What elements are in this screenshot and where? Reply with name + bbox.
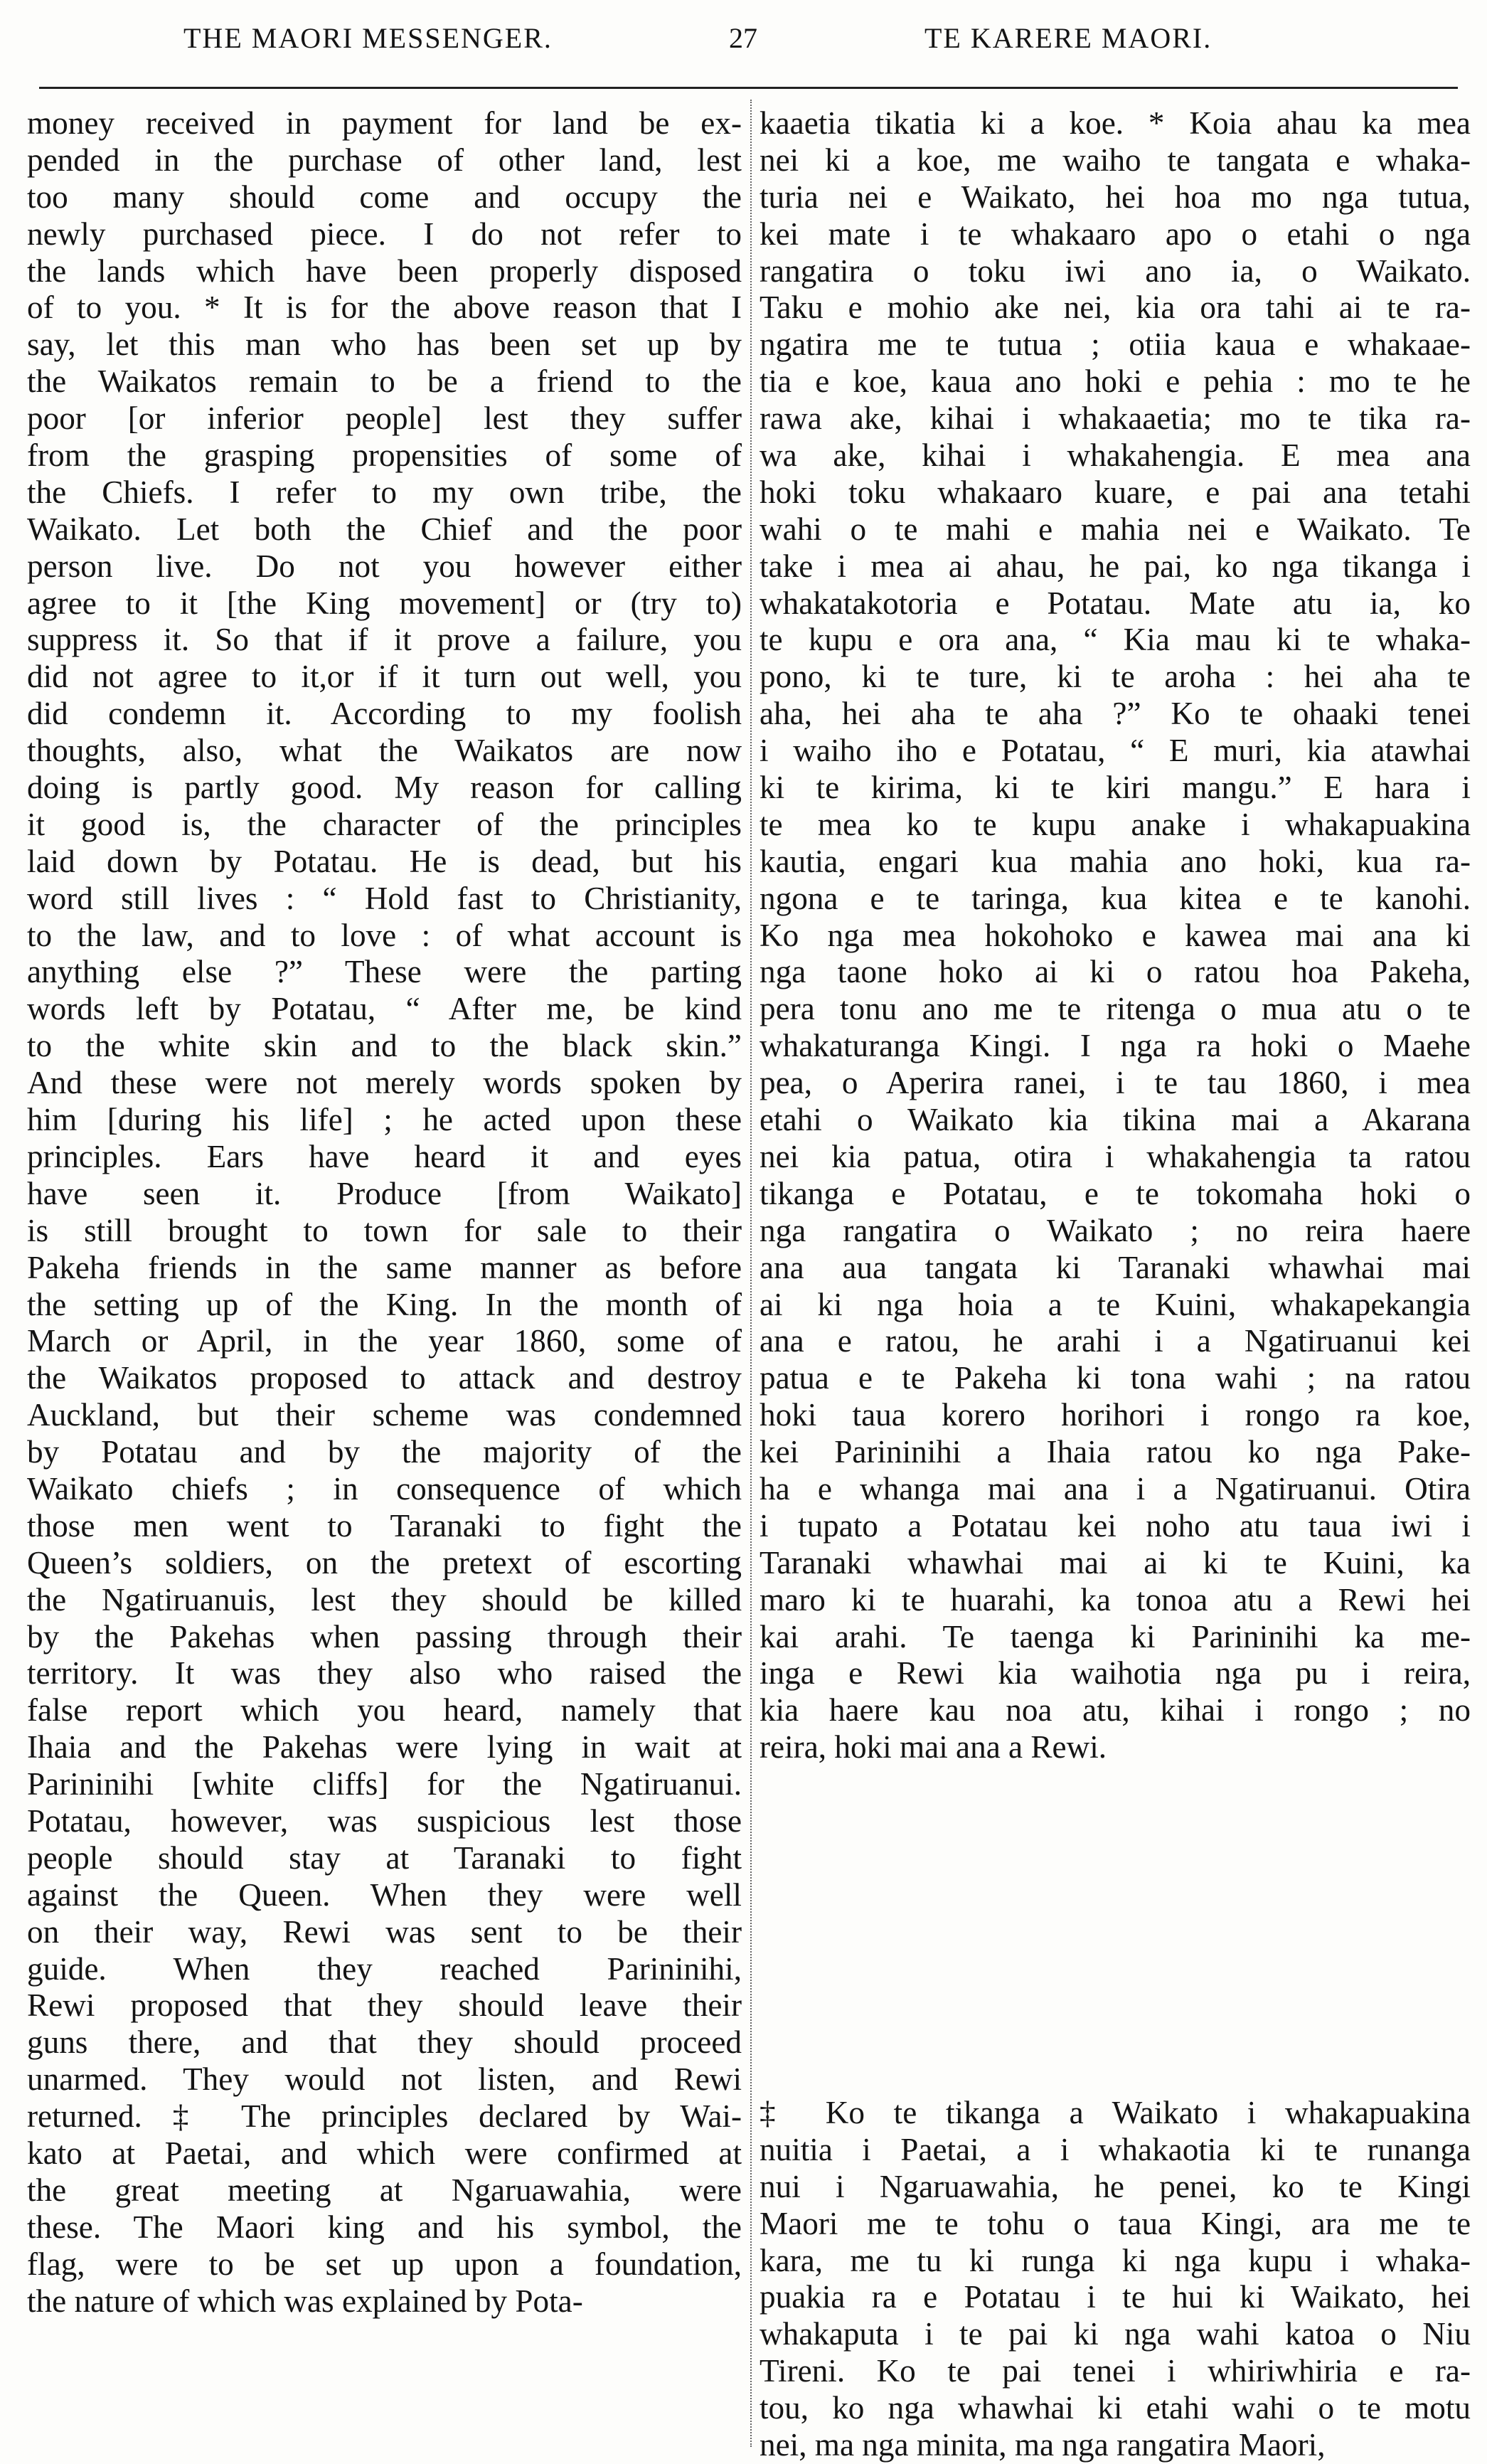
text-line: kato at Paetai, and which were confirmed at <box>27 2135 742 2171</box>
text-line: say, let this man who has been set up by <box>27 326 742 363</box>
masthead-english: THE MAORI MESSENGER. <box>183 22 553 54</box>
text-line: puakia ra e Potatau i te hui ki Waikato, hei <box>760 2279 1471 2315</box>
text-line: Rewi proposed that they should leave their <box>27 1987 742 2024</box>
text-line: the Ngatiruanuis, lest they should be killed <box>27 1581 742 1618</box>
text-line: people should stay at Taranaki to fight <box>27 1839 742 1876</box>
english-column <box>27 105 742 2320</box>
text-line: inga e Rewi kia waihotia nga pu i reira, <box>760 1655 1471 1692</box>
text-line: guide. When they reached Parininihi, <box>27 1950 742 1987</box>
text-line: Potatau, however, was suspicious lest those <box>27 1802 742 1839</box>
text-line: nga rangatira o Waikato ; no reira haere <box>760 1212 1471 1248</box>
text-line: pended in the purchase of other land, lest <box>27 142 742 178</box>
text-line: Ihaia and the Pakehas were lying in wait at <box>27 1729 742 1765</box>
text-line: from the grasping propensities of some of <box>27 437 742 474</box>
text-line: flag, were to be set up upon a foundation, <box>27 2246 742 2282</box>
text-line: words left by Potatau, “ After me, be kind <box>27 991 742 1027</box>
page-header <box>0 0 1487 78</box>
maori-column <box>760 105 1471 1766</box>
maori-footnote <box>760 2095 1471 2464</box>
text-line: by the Pakehas when passing through their <box>27 1618 742 1655</box>
text-line: kia haere kau noa atu, kihai i rongo ; no <box>760 1692 1471 1728</box>
text-line: unarmed. They would not listen, and Rewi <box>27 2061 742 2098</box>
text-line: Parininihi [white cliffs] for the Ngatiruanui. <box>27 1766 742 1802</box>
text-line: returned. ‡ The principles declared by Wai- <box>27 2098 742 2135</box>
text-line: And these were not merely words spoken by <box>27 1065 742 1101</box>
text-line: nei, ma nga minita, ma nga rangatira Maori, <box>760 2427 1326 2463</box>
text-line: whakaputa i te pai ki nga wahi katoa o Niu <box>760 2316 1471 2352</box>
text-line: to the white skin and to the black skin.” <box>27 1028 742 1064</box>
text-line: did condemn it. According to my foolish <box>27 696 742 732</box>
text-line: tou, ko nga whawhai ki etahi wahi o te motu <box>760 2390 1471 2426</box>
text-line: nei ki a koe, me waiho te tangata e whaka- <box>760 142 1471 178</box>
text-line: agree to it [the King movement] or (try to) <box>27 585 742 621</box>
text-line: rangatira o toku iwi ano ia, o Waikato. <box>760 253 1471 289</box>
text-line: the setting up of the King. In the month of <box>27 1286 742 1322</box>
text-line: laid down by Potatau. He is dead, but his <box>27 843 742 879</box>
page-number: 27 <box>729 22 757 54</box>
text-line: hoki toku whakaaro kuare, e pai ana tetahi <box>760 474 1471 510</box>
text-line: guns there, and that they should proceed <box>27 2024 742 2061</box>
text-line: these. The Maori king and his symbol, the <box>27 2209 742 2245</box>
text-line: thoughts, also, what the Waikatos are now <box>27 733 742 769</box>
text-line: the great meeting at Ngaruawahia, were <box>27 2172 742 2208</box>
text-line: ana e ratou, he arahi i a Ngatiruanui kei <box>760 1323 1471 1359</box>
text-line: te kupu e ora ana, “ Kia mau ki te whaka- <box>760 622 1471 658</box>
text-line: i waiho iho e Potatau, “ E muri, kia atawhai <box>760 733 1471 769</box>
text-line: Tireni. Ko te pai tenei i whiriwhiria e ra- <box>760 2353 1471 2389</box>
text-line: person live. Do not you however either <box>27 548 742 584</box>
text-line: March or April, in the year 1860, some of <box>27 1323 742 1359</box>
text-line: of to you. * It is for the above reason that I <box>27 290 742 326</box>
text-line: the lands which have been properly disposed <box>27 253 742 289</box>
text-line: Maori me te tohu o taua Kingi, ara me te <box>760 2205 1471 2241</box>
text-line: etahi o Waikato kia tikina mai a Akarana <box>760 1102 1471 1138</box>
text-line: maro ki te huarahi, ka tonoa atu a Rewi hei <box>760 1581 1471 1618</box>
text-line: money received in payment for land be ex- <box>27 105 742 141</box>
text-line: those men went to Taranaki to fight the <box>27 1507 742 1544</box>
text-line: whakaturanga Kingi. I nga ra hoki o Maehe <box>760 1028 1471 1064</box>
text-line: the Chiefs. I refer to my own tribe, the <box>27 474 742 510</box>
text-line: wa ake, kihai i whakahengia. E mea ana <box>760 437 1471 474</box>
text-line: take i mea ai ahau, he pai, ko nga tikanga i <box>760 548 1471 584</box>
text-line: whakatakotoria e Potatau. Mate atu ia, ko <box>760 585 1471 621</box>
text-line: wahi o te mahi e mahia nei e Waikato. Te <box>760 511 1471 547</box>
text-line: suppress it. So that if it prove a failure, you <box>27 622 742 658</box>
text-line: te mea ko te kupu anake i whakapuakina <box>760 806 1471 842</box>
text-line: to the law, and to love : of what account is <box>27 917 742 953</box>
text-line: ‡ Ko te tikanga a Waikato i whakapuakina <box>760 2095 1471 2130</box>
text-line: Pakeha friends in the same manner as before <box>27 1249 742 1285</box>
text-line: tikanga e Potatau, e te tokomaha hoki o <box>760 1175 1471 1211</box>
text-line: the Waikatos remain to be a friend to the <box>27 363 742 400</box>
masthead-maori: TE KARERE MAORI. <box>924 22 1212 54</box>
text-line: rawa ake, kihai i whakaaetia; mo te tika ra- <box>760 400 1471 437</box>
text-line: on their way, Rewi was sent to be their <box>27 1913 742 1950</box>
text-line: the nature of which was explained by Pota- <box>27 2283 583 2319</box>
text-line: Auckland, but their scheme was condemned <box>27 1397 742 1433</box>
text-line: poor [or inferior people] lest they suffer <box>27 400 742 437</box>
text-line: newly purchased piece. I do not refer to <box>27 216 742 252</box>
text-line: ngatira me te tutua ; otiia kaua e whakaae- <box>760 326 1471 363</box>
text-line: him [during his life] ; he acted upon these <box>27 1102 742 1138</box>
text-line: ana aua tangata ki Taranaki whawhai mai <box>760 1249 1471 1285</box>
column-divider <box>750 100 752 2447</box>
text-line: Taranaki whawhai mai ai ki te Kuini, ka <box>760 1544 1471 1581</box>
text-line: is still brought to town for sale to their <box>27 1212 742 1248</box>
text-line: hoki taua korero horihori i rongo ra koe, <box>760 1397 1471 1433</box>
text-line: by Potatau and by the majority of the <box>27 1434 742 1470</box>
text-line: have seen it. Produce [from Waikato] <box>27 1175 742 1211</box>
text-line: patua e te Pakeha ki tona wahi ; na ratou <box>760 1360 1471 1396</box>
text-line: kaaetia tikatia ki a koe. * Koia ahau ka mea <box>760 105 1471 141</box>
text-line: kautia, engari kua mahia ano hoki, kua ra- <box>760 843 1471 879</box>
text-line: did not agree to it,or if it turn out well, you <box>27 659 742 695</box>
text-line: it good is, the character of the principles <box>27 806 742 842</box>
text-line: principles. Ears have heard it and eyes <box>27 1138 742 1174</box>
text-line: pea, o Aperira ranei, i te tau 1860, i mea <box>760 1065 1471 1101</box>
text-line: aha, hei aha te aha ?” Ko te ohaaki tenei <box>760 696 1471 732</box>
text-line: too many should come and occupy the <box>27 179 742 215</box>
text-line: territory. It was they also who raised the <box>27 1655 742 1692</box>
text-line: kei Parininihi a Ihaia ratou ko nga Pake- <box>760 1434 1471 1470</box>
text-line: pera tonu ano me te ritenga o mua atu o te <box>760 991 1471 1027</box>
text-line: Waikato chiefs ; in consequence of which <box>27 1470 742 1507</box>
text-line: nga taone hoko ai ki o ratou hoa Pakeha, <box>760 954 1471 990</box>
text-line: the Waikatos proposed to attack and destroy <box>27 1360 742 1396</box>
text-line: ai ki nga hoia a te Kuini, whakapekangia <box>760 1286 1471 1322</box>
text-line: nei kia patua, otira i whakahengia ta ratou <box>760 1138 1471 1174</box>
text-line: ha e whanga mai ana i a Ngatiruanui. Otira <box>760 1470 1471 1507</box>
header-rule <box>39 87 1458 89</box>
text-line: i tupato a Potatau kei noho atu taua iwi i <box>760 1507 1471 1544</box>
text-line: kara, me tu ki runga ki nga kupu i whaka- <box>760 2242 1471 2278</box>
text-line: against the Queen. When they were well <box>27 1876 742 1913</box>
text-line: pono, ki te ture, ki te aroha : hei aha te <box>760 659 1471 695</box>
text-line: ngona e te taringa, kua kitea e te kanohi. <box>760 880 1471 916</box>
text-line: reira, hoki mai ana a Rewi. <box>760 1729 1107 1765</box>
text-line: nuitia i Paetai, a i whakaotia ki te runanga <box>760 2131 1471 2167</box>
text-line: kei mate i te whakaaro apo o etahi o nga <box>760 216 1471 252</box>
text-line: Queen’s soldiers, on the pretext of escorting <box>27 1544 742 1581</box>
text-line: ki te kirima, ki te kiri mangu.” E hara i <box>760 770 1471 806</box>
text-line: Ko nga mea hokohoko e kawea mai ana ki <box>760 917 1471 953</box>
text-line: turia nei e Waikato, hei hoa mo nga tutua, <box>760 179 1471 215</box>
text-line: nui i Ngaruawahia, he penei, ko te Kingi <box>760 2168 1471 2204</box>
text-line: Waikato. Let both the Chief and the poor <box>27 511 742 547</box>
text-line: anything else ?” These were the parting <box>27 954 742 990</box>
text-line: kai arahi. Te taenga ki Parininihi ka me- <box>760 1618 1471 1655</box>
text-line: word still lives : “ Hold fast to Christianity, <box>27 880 742 916</box>
text-line: Taku e mohio ake nei, kia ora tahi ai te ra- <box>760 290 1471 326</box>
text-line: tia e koe, kaua ano hoki e pehia : mo te he <box>760 363 1471 400</box>
text-line: false report which you heard, namely that <box>27 1692 742 1728</box>
text-line: doing is partly good. My reason for calling <box>27 770 742 806</box>
